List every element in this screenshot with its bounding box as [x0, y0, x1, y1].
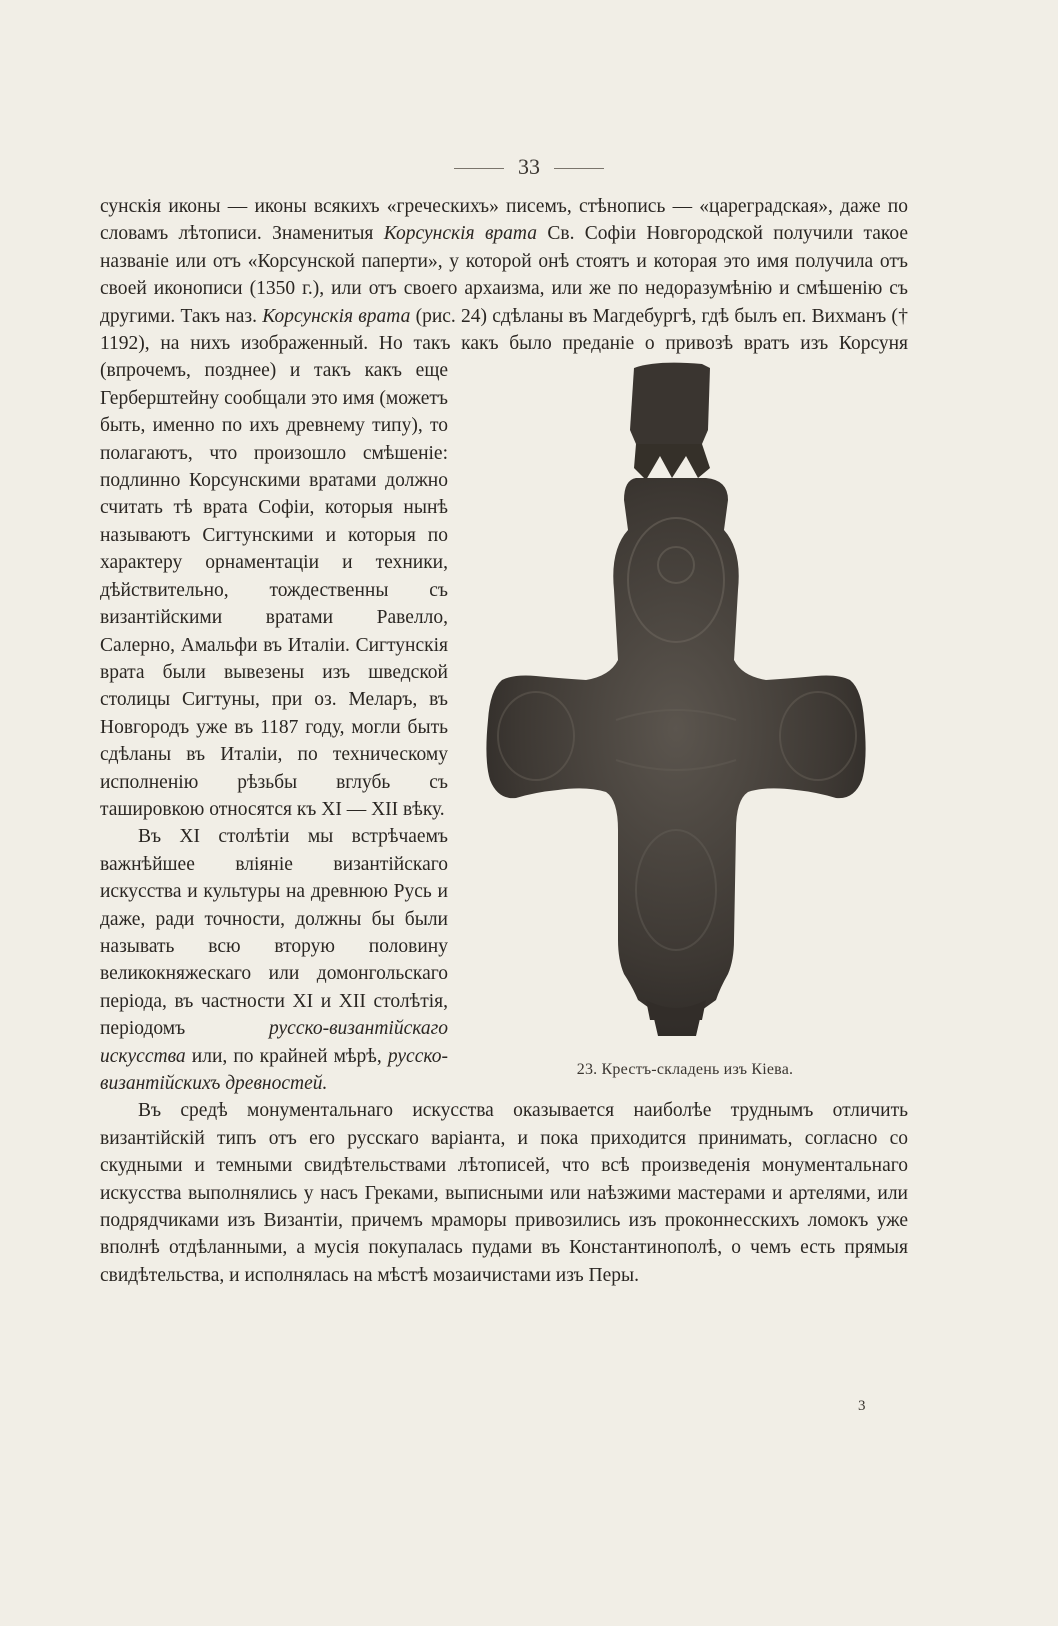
page-number-text: 33 — [518, 154, 540, 179]
figure-cross — [462, 358, 908, 1094]
cross-loop — [630, 363, 710, 444]
paragraph-3: Въ средѣ монументальнаго искусства оказывается наиболѣе труднымъ отличить византійскій типъ отъ его русскаго варіанта, и пока приходится принимать, согласно со скудными и темными свидѣтельствами лѣтописей, что всѣ произведенія монументальнаго искусства выполнялись у насъ Греками, выписными или наѣзжими мастерами и артелями, или подрядчиками изъ Византіи, причемъ мраморы привозились изъ проконнесскихъ ломокъ уже вполнѣ отдѣланными, а мусія покупалась пудами въ Константинополѣ, о чемъ есть прямыя свидѣтельства, и исполнялась на мѣстѣ мозаичистами изъ Перы. — [100, 1100, 908, 1286]
figure-caption: 23. Крестъ-складень изъ Кіева. — [576, 1061, 794, 1078]
paragraph-2: Въ XI столѣтіи мы встрѣчаемъ важнѣйшее вліяніе византійскаго искусства и культуры на древнюю Русь и даже, ради точности, должны бы были называть всю вторую половину великокняжескаго или домонгольскаго періода, въ частности XI и XII столѣтія, періодомъ русско-византійскаго искусства или, по крайней мѣрѣ, русско-византійскихъ древностей. — [100, 826, 448, 1094]
page-number — [0, 154, 1058, 180]
cross-image — [466, 360, 906, 1050]
right-rule — [554, 168, 604, 169]
main-text — [100, 193, 908, 1289]
left-rule — [454, 168, 504, 169]
signature-mark: 3 — [858, 1398, 866, 1414]
cross-body — [486, 478, 865, 1036]
paragraph-1: 23. Крестъ-складень изъ Кіева. сунскія иконы — иконы всякихъ «греческихъ» писемъ, стѣнопись — «цареградская», даже по словамъ лѣтописи. Знаменитыя Корсунскія врата Св. Софіи Новгородской получили такое названіе или отъ «Корсунской паперти», у которой онѣ стоятъ и которая это имя получила отъ своей иконописи (1350 г.), или отъ своего архаизма, или же по недоразумѣнію и смѣшенію съ другими. Такъ наз. Корсунскія врата (рис. 24) сдѣланы въ Магдебургѣ, гдѣ былъ еп. Вихманъ († 1192), на нихъ изображенный. Но такъ какъ было преданіе о привозѣ вратъ изъ Корсуня (впрочемъ, позднее) и такъ какъ еще Герберштейну сообщали это имя (можетъ быть, именно по ихъ древнему типу), то полагаютъ, что произошло смѣшеніе: подлинно Корсунскими вратами должно считать тѣ врата Софіи, которыя нынѣ называютъ Сигтунскими и которыя по характеру орнаментаціи и техники, дѣйствительно, тождественны съ византійскими вратами Равелло, Салерно, Амальфи въ Италіи. Сигтунскія врата были вывезены изъ шведской столицы Сигтуны, при оз. Меларъ, въ Новгородъ уже въ 1187 году, могли быть сдѣланы въ Италіи, по техническому исполненію рѣзьбы вглубь съ ташировкою относятся къ XI — XII вѣку. — [100, 193, 908, 823]
